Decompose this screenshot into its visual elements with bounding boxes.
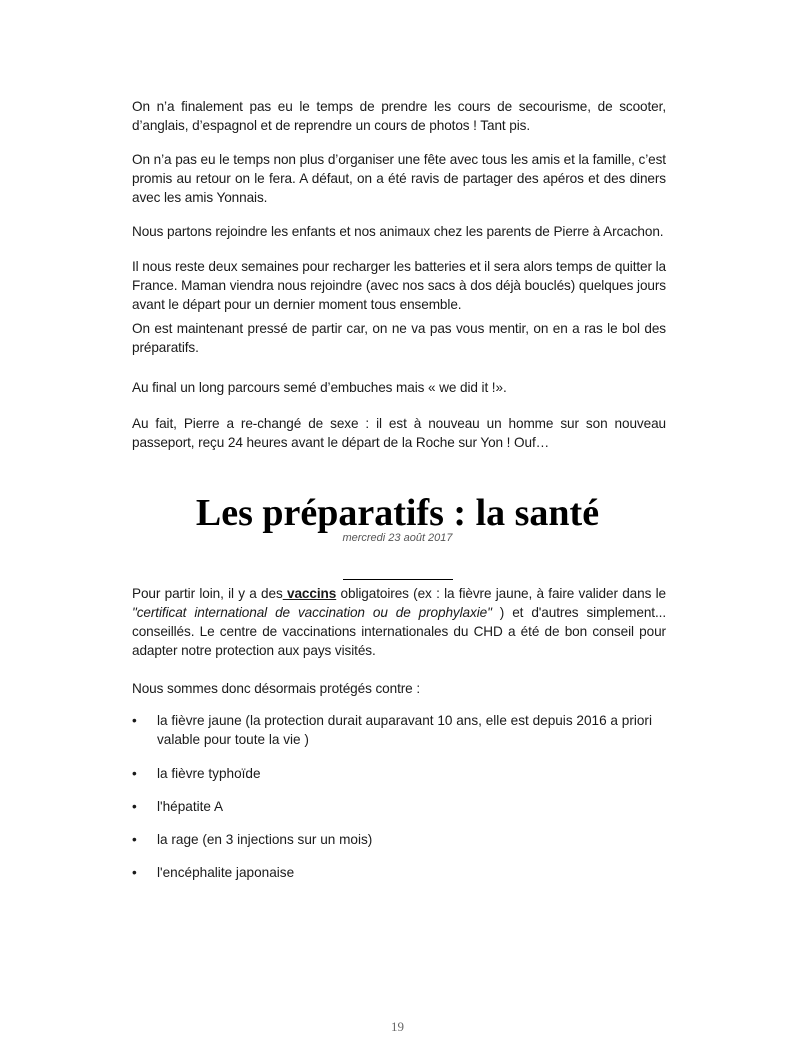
paragraph: Au fait, Pierre a re-changé de sexe : il est à nouveau un homme sur son nouveau passeport, reçu 24 heures avant le départ de la Roche sur Yon ! Ouf… [132, 416, 666, 450]
intro-paragraph [132, 584, 666, 660]
intro-text: Pour partir loin, il y a des [132, 586, 283, 601]
list-item [132, 711, 666, 749]
list-item-text: l'encéphalite japonaise [157, 865, 295, 880]
bullet-icon: • [132, 713, 137, 728]
paragraph: On est maintenant pressé de partir car, on ne va pas vous mentir, on en a ras le bol des préparatifs. [132, 321, 666, 355]
list-item-text: la rage (en 3 injections sur un mois) [157, 832, 373, 847]
certificate-name: "certificat international de vaccination ou de prophylaxie" [132, 605, 492, 620]
list-item-text: la fièvre jaune (la protection durait auparavant 10 ans, elle est depuis 2016 a priori valable pour toute la vie ) [157, 713, 652, 747]
page-number: 19 [391, 1019, 404, 1034]
section-title: Les préparatifs : la santé [195, 492, 600, 534]
bullet-icon: • [132, 865, 137, 880]
paragraph: Au final un long parcours semé d’embuches mais « we did it !». [132, 380, 507, 395]
paragraph: Nous partons rejoindre les enfants et nos animaux chez les parents de Pierre à Arcachon. [132, 224, 664, 239]
list-item [132, 764, 666, 783]
list-item-text: l'hépatite A [157, 799, 224, 814]
bullet-icon: • [132, 832, 137, 847]
bullet-icon: • [132, 799, 137, 814]
intro-text: ) et d'autres simplement... conseillés. Le centre de vaccinations internationales du CHD a été de bon conseil pour adapter notre protection aux pays visités. [132, 605, 666, 658]
list-item [132, 797, 666, 816]
vaccins-link[interactable]: vaccins [282, 586, 337, 601]
intro-text: obligatoires (ex : la fièvre jaune, à faire valider dans le [336, 586, 667, 601]
paragraph: On n’a finalement pas eu le temps de prendre les cours de secourisme, de scooter, d’anglais, d’espagnol et de reprendre un cours de photos ! Tant pis. [132, 99, 666, 133]
bullet-icon: • [132, 766, 137, 781]
list-item-text: la fièvre typhoïde [157, 766, 261, 781]
lead-paragraph: Nous sommes donc désormais protégés contre : [132, 681, 420, 696]
section-date: mercredi 23 août 2017 [342, 532, 453, 544]
divider [343, 579, 453, 580]
list-item [132, 863, 666, 882]
list-item [132, 830, 666, 849]
paragraph: Il nous reste deux semaines pour recharger les batteries et il sera alors temps de quitter la France. Maman viendra nous rejoindre (avec nos sacs à dos déjà bouclés) quelques jours avant le départ pour un dernier moment tous ensemble. [132, 259, 666, 312]
paragraph: On n’a pas eu le temps non plus d’organiser une fête avec tous les amis et la famille, c’est promis au retour on le fera. A défaut, on a été ravis de partager des apéros et des diners avec les amis Yonnais. [132, 152, 666, 205]
